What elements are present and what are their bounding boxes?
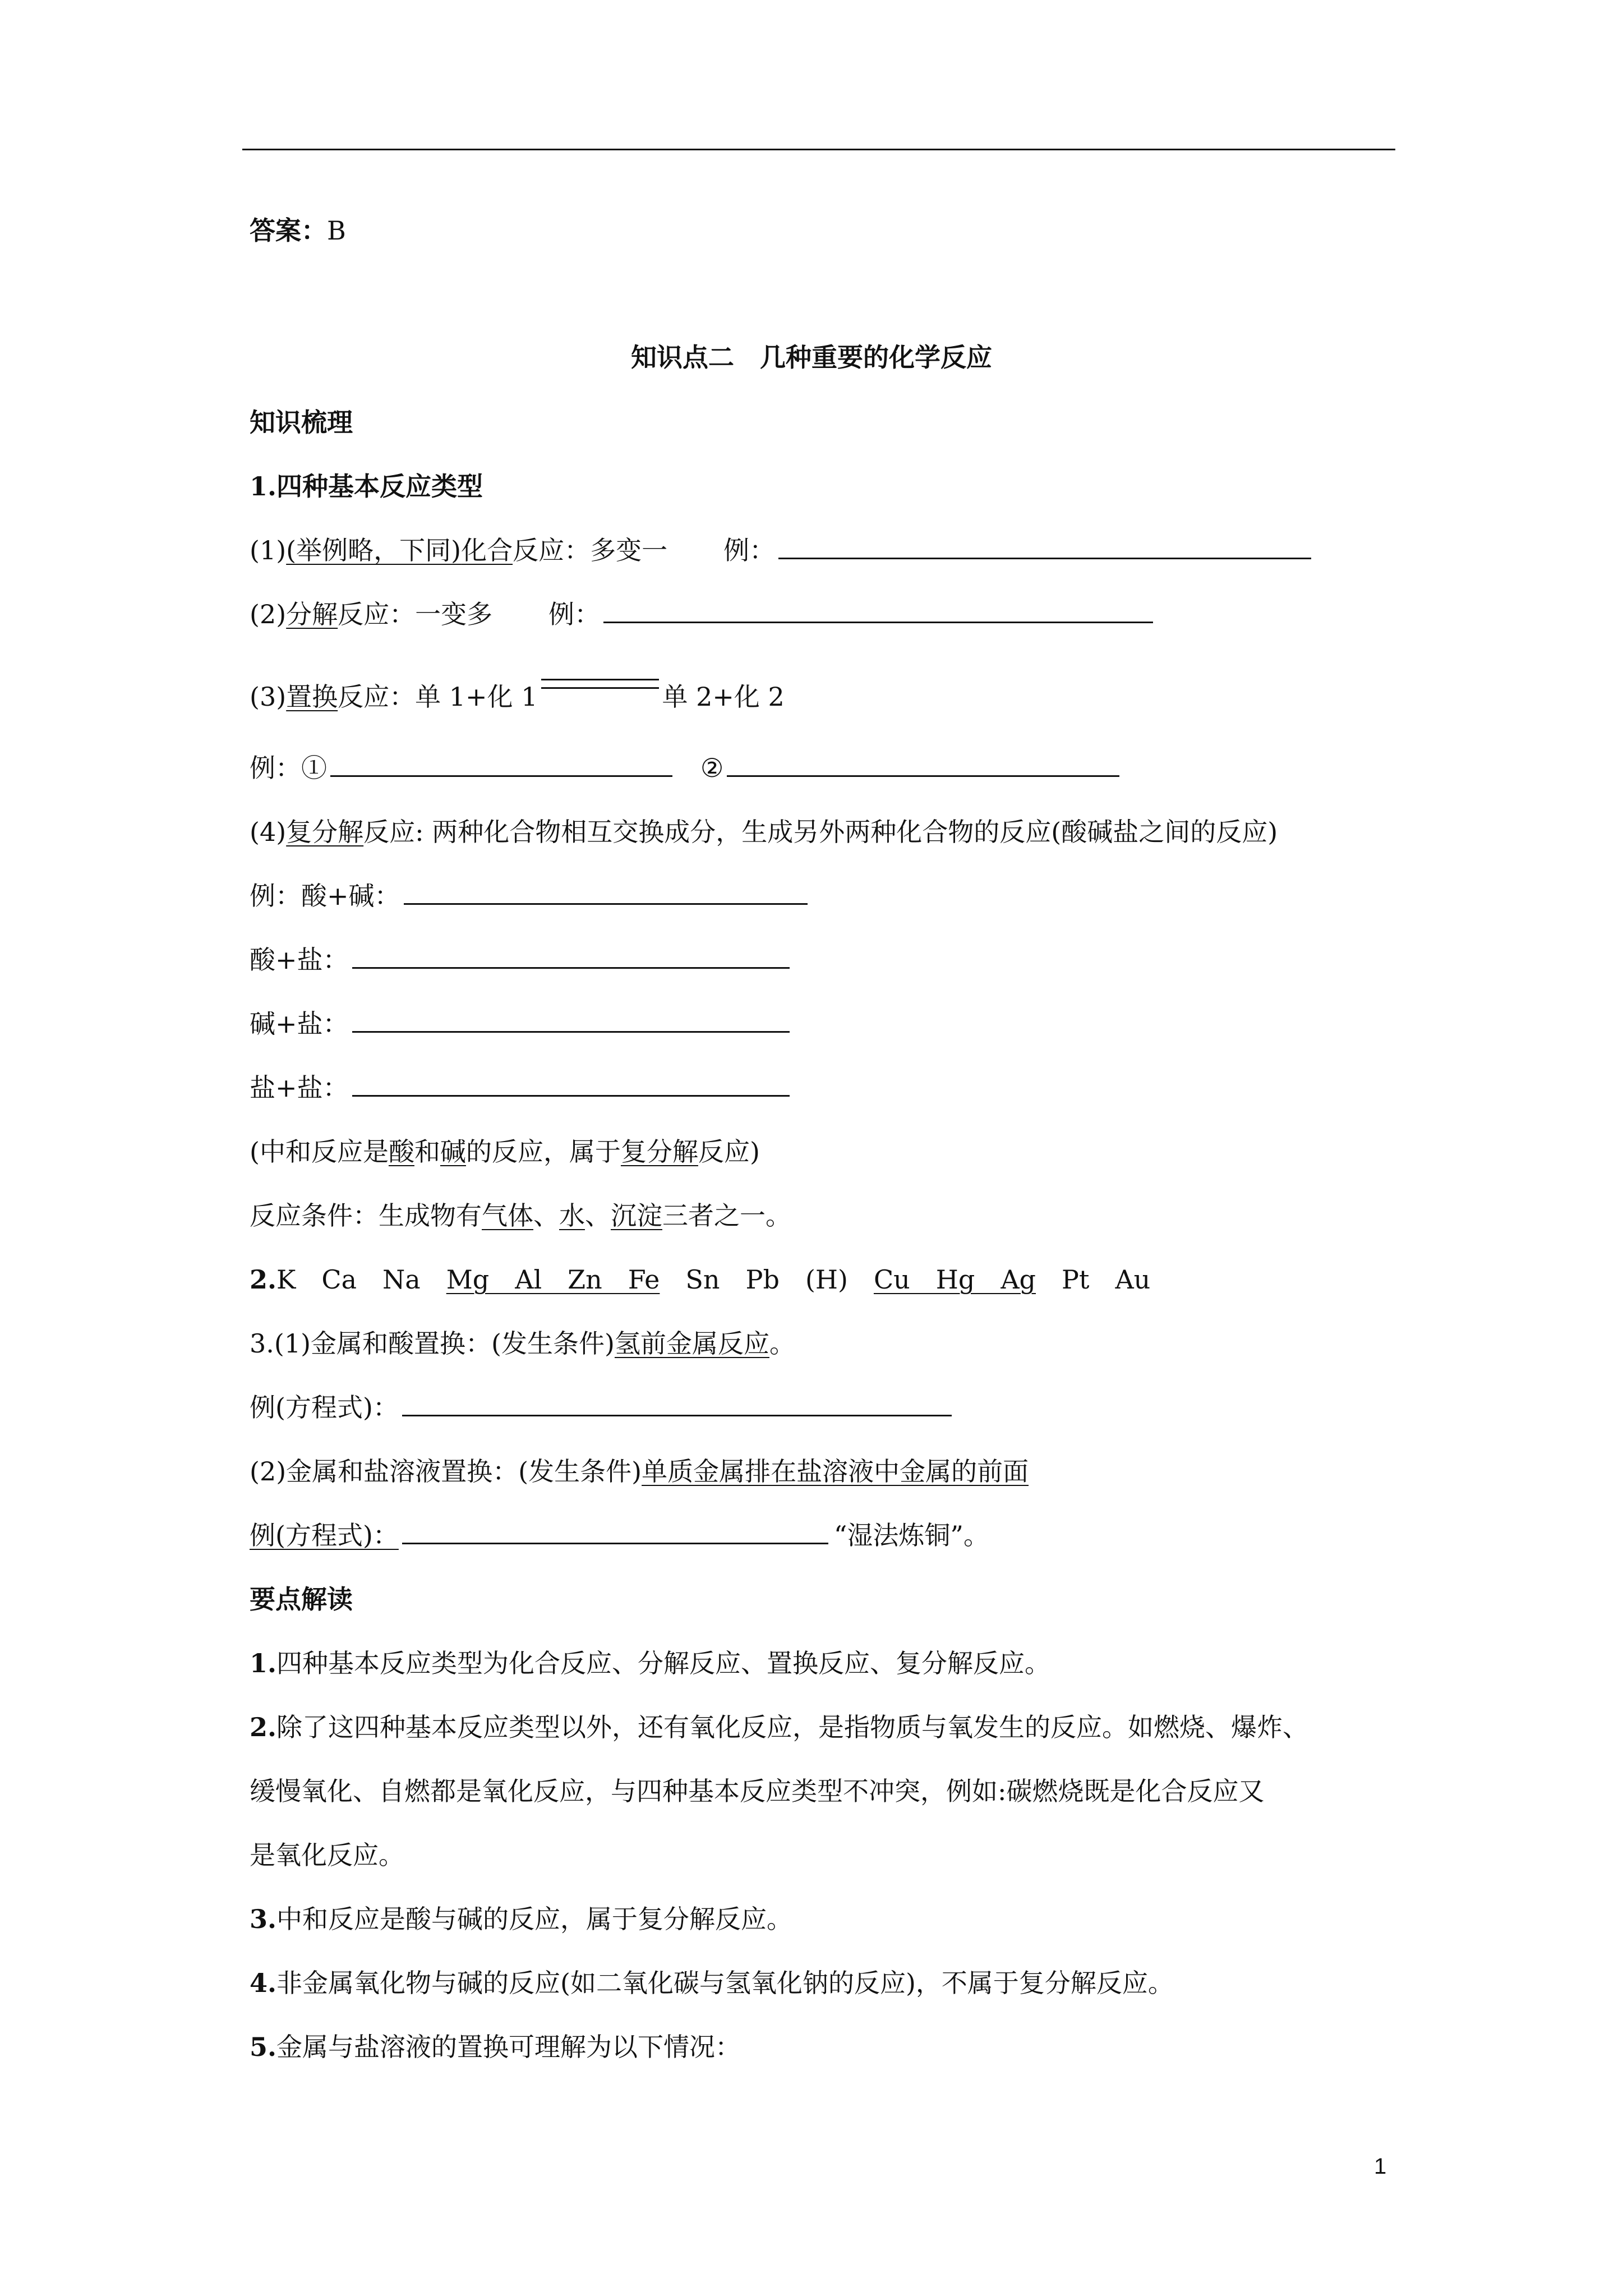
text: 反应条件：生成物有	[250, 1200, 482, 1231]
equals-sign	[541, 679, 659, 689]
text: 的反应，属于	[465, 1137, 621, 1167]
answer-blank[interactable]	[330, 753, 672, 777]
point-1	[250, 1648, 1050, 1679]
example-label-2: ②	[700, 753, 724, 783]
point-5	[250, 2031, 741, 2063]
text: 四种基本反应类型为化合反应、分解反应、置换反应、复分解反应。	[276, 1648, 1051, 1678]
text: 、	[585, 1200, 611, 1231]
text: 除了这四种基本反应类型以外，还有氧化反应，是指物质与氧发生的反应。如燃烧、爆炸、	[276, 1712, 1309, 1742]
term-acid: 酸	[388, 1137, 414, 1167]
series-underlined: Cu Hg Ag	[873, 1264, 1036, 1295]
example-label: 例(方程式)：	[250, 1520, 399, 1550]
text: 中和反应是酸与碱的反应，属于复分解反应。	[276, 1904, 793, 1934]
term-base: 碱	[440, 1137, 466, 1167]
line-rest: 反应：多变一	[513, 535, 668, 565]
item-number: 1.	[250, 1648, 277, 1678]
item3-line	[250, 1328, 795, 1359]
item-number: 2.	[250, 1264, 277, 1295]
term-gas: 气体	[482, 1200, 533, 1231]
line-rest: 反应：单 1+化 1	[338, 682, 538, 712]
line-decomposition	[250, 599, 1153, 630]
item1-title: 1.四种基本反应类型	[250, 471, 483, 501]
text: “湿法炼铜”。	[833, 1520, 989, 1550]
example-base-salt	[250, 1008, 790, 1039]
example-label: 例(方程式)：	[250, 1392, 399, 1423]
page-number: 1	[1374, 2154, 1387, 2179]
activity-series	[250, 1264, 1150, 1295]
heading-points: 要点解读	[250, 1584, 353, 1614]
text: 3.(1)金属和酸置换：(发生条件)	[250, 1328, 615, 1359]
term-combination: 化合	[461, 535, 513, 565]
section-title: 知识点二 几种重要的化学反应	[631, 342, 992, 372]
term-double-displacement: 复分解	[286, 817, 364, 847]
equation-example-1	[250, 1392, 952, 1423]
text: 金属与盐溶液的置换可理解为以下情况：	[276, 2032, 741, 2062]
example-label: 碱+盐：	[250, 1009, 349, 1039]
item-number: 5.	[250, 2032, 277, 2062]
example-label: 例：	[548, 599, 601, 629]
text: 三者之一。	[662, 1200, 791, 1231]
text: 非金属氧化物与碱的反应(如二氧化碳与氢氧化钠的反应)，不属于复分解反应。	[276, 1968, 1174, 1998]
series-text: Pt Au	[1036, 1264, 1151, 1295]
example-label: 例：①	[250, 753, 327, 783]
line-combination	[250, 535, 1311, 566]
answer-line	[250, 215, 346, 246]
line-rest: 反应：一变多	[338, 599, 493, 629]
point-2-line-1	[250, 1711, 1308, 1743]
answer-blank[interactable]	[352, 945, 790, 969]
line-note: (举例略，下同)	[286, 535, 462, 565]
text: 。	[769, 1328, 795, 1359]
answer-blank[interactable]	[727, 753, 1119, 777]
line-prefix: (4)	[250, 817, 287, 847]
series-underlined: Mg Al Zn Fe	[446, 1264, 660, 1295]
line-rest: 反应: 两种化合物相互交换成分，生成另外两种化合物的反应(酸碱盐之间的反应)	[363, 817, 1278, 847]
point-3	[250, 1903, 792, 1935]
example-label: 盐+盐：	[250, 1073, 349, 1103]
text: 反应)	[698, 1137, 760, 1167]
term-decomposition: 分解	[286, 599, 338, 629]
line-prefix: (1)	[250, 535, 287, 565]
text: 和	[414, 1137, 440, 1167]
series-text: Sn Pb (H)	[660, 1264, 874, 1295]
example-acid-salt	[250, 944, 790, 976]
answer-blank[interactable]	[402, 1392, 952, 1416]
condition-underlined: 氢前金属反应	[614, 1328, 769, 1359]
item-number: 3.	[250, 1904, 277, 1934]
example-acid-base	[250, 880, 808, 912]
neutralization-note	[250, 1136, 760, 1167]
line-right: 单 2+化 2	[662, 682, 785, 712]
answer-value: B	[327, 215, 346, 246]
line-prefix: (2)	[250, 599, 287, 629]
series-text: K Ca Na	[276, 1264, 446, 1295]
example-label: 例：	[723, 535, 776, 565]
example-label: 酸+盐：	[250, 945, 349, 975]
condition-underlined: 单质金属排在盐溶液中金属的前面	[642, 1456, 1029, 1487]
line-displacement-examples	[250, 752, 1119, 784]
line-displacement	[250, 679, 785, 712]
example-label: 例：酸+碱：	[250, 881, 400, 911]
answer-blank[interactable]	[778, 535, 1311, 559]
item-number: 4.	[250, 1968, 277, 1998]
text: (2)金属和盐溶液置换：(发生条件)	[250, 1456, 642, 1487]
answer-blank[interactable]	[404, 881, 808, 905]
answer-blank[interactable]	[352, 1073, 790, 1097]
heading-review: 知识梳理	[250, 407, 353, 438]
answer-label: 答案：	[250, 215, 327, 246]
example-salt-salt	[250, 1072, 790, 1103]
term-water: 水	[559, 1200, 585, 1231]
term-precipitate: 沉淀	[611, 1200, 662, 1231]
reaction-condition	[250, 1200, 791, 1231]
point-2-line-3: 是氧化反应。	[250, 1840, 404, 1870]
text: (中和反应是	[250, 1137, 389, 1167]
equation-example-2	[250, 1520, 989, 1551]
term-displacement: 置换	[286, 682, 338, 712]
term-double-displacement: 复分解	[620, 1137, 698, 1167]
line-double-displacement	[250, 816, 1278, 848]
answer-blank[interactable]	[402, 1520, 828, 1544]
point-4	[250, 1967, 1174, 1999]
line-prefix: (3)	[250, 682, 287, 712]
text: 、	[533, 1200, 559, 1231]
answer-blank[interactable]	[352, 1009, 790, 1033]
answer-blank[interactable]	[603, 599, 1153, 623]
point-2-line-2: 缓慢氧化、自燃都是氧化反应，与四种基本反应类型不冲突，例如:碳燃烧既是化合反应又	[250, 1776, 1265, 1806]
header-rule	[242, 149, 1395, 150]
item3-2-line	[250, 1456, 1029, 1487]
item-number: 2.	[250, 1712, 277, 1742]
